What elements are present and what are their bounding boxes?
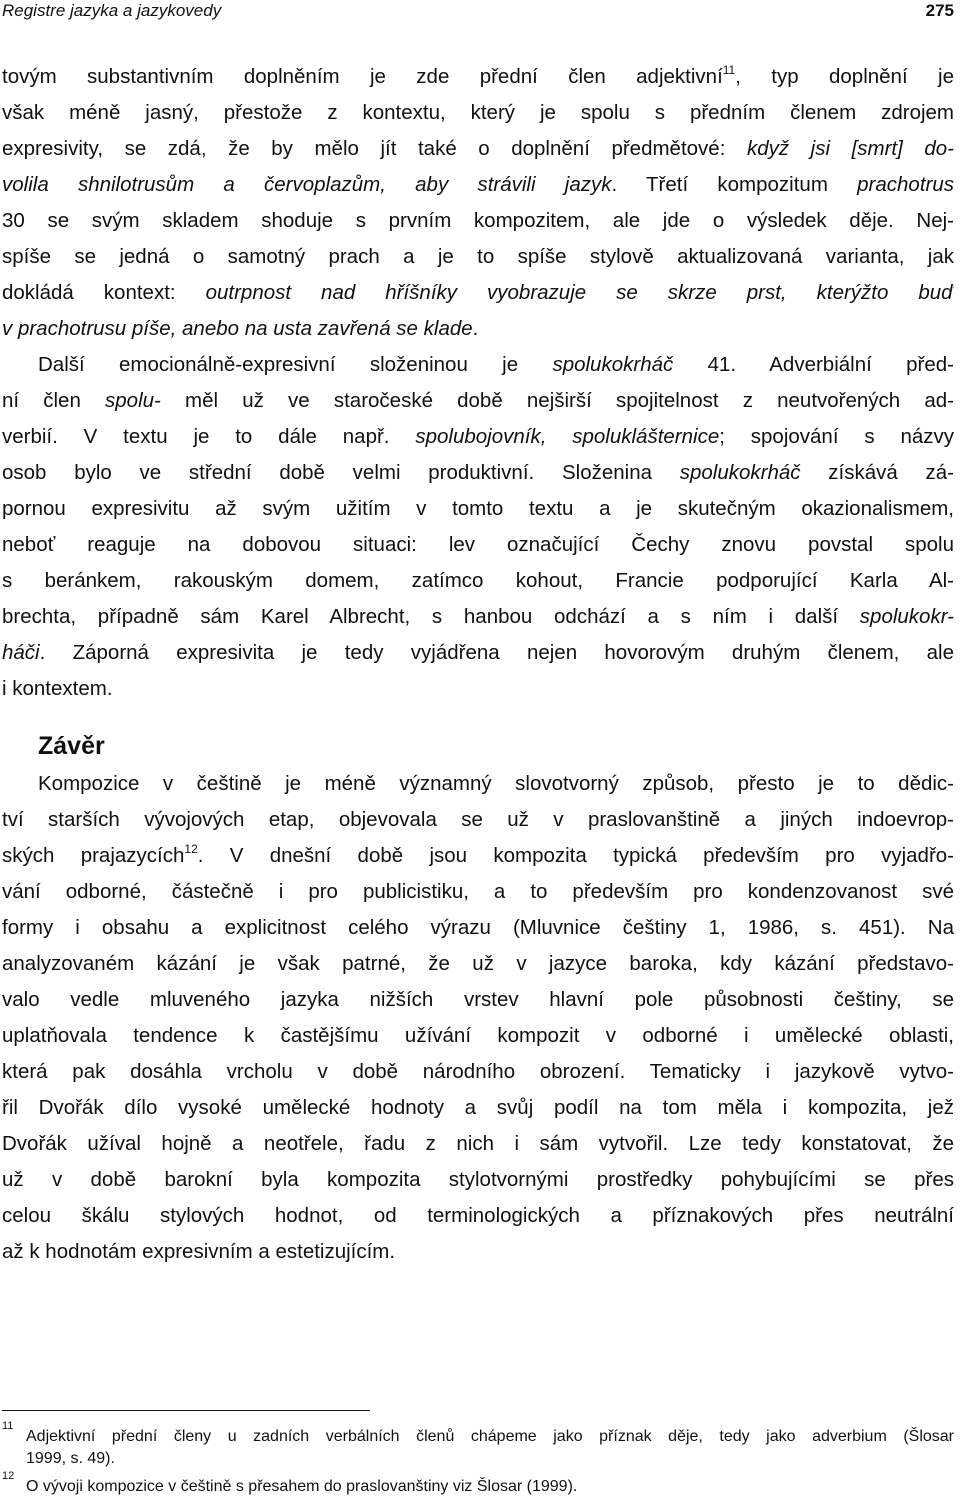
paragraph-spolukokrhac	[2, 347, 954, 707]
text-line: však méně jasný, přestože z kontextu, který je spolu s předním členem zdrojem	[2, 101, 954, 124]
text-line: celou škálu stylových hodnot, od terminologických a příznakových přes neutrální	[2, 1204, 954, 1227]
footnote-ref-12[interactable]: 12	[184, 842, 198, 856]
text-line: neboť reaguje na dobovou situaci: lev označující Čechy znovu povstal spolu	[2, 533, 954, 556]
text-line: formy i obsahu a explicitnost celého výrazu (Mluvnice češtiny 1, 1986, s. 451). Na	[2, 916, 954, 939]
text-line: brechta, případně sám Karel Albrecht, s hanbou odchází a s ním i další spolukokr-	[2, 605, 954, 628]
paragraph-continued	[2, 59, 954, 347]
text-line: až k hodnotám expresivním a estetizujícím.	[2, 1240, 396, 1263]
text-line: volila shnilotrusům a červoplazům, aby strávili jazyk. Třetí kompozitum prachotrus	[2, 173, 954, 196]
text-line: Dvořák užíval hojně a neotřele, řadu z nich i sám vytvořil. Lze tedy konstatovat, že	[2, 1132, 954, 1155]
footnote-number: 11	[2, 1420, 14, 1432]
text-line: i kontextem.	[2, 677, 113, 700]
text-line: Další emocionálně-expresivní složeninou je spolukokrháč 41. Adverbiální před-	[38, 353, 954, 376]
footnote-separator	[2, 1410, 370, 1411]
text-line: která pak dosáhla vrcholu v době národního obrození. Tematicky i jazykově vytvo-	[2, 1060, 954, 1083]
page-number: 275	[925, 1, 954, 20]
text-line: už v době barokní byla kompozita stylotvornými prostředky pohybujícími se přes	[2, 1168, 954, 1191]
text-line: v prachotrusu píše, anebo na usta zavřená se klade.	[2, 317, 479, 340]
text-line: s beránkem, rakouským domem, zatímco kohout, Francie podporující Karla Al-	[2, 569, 954, 592]
text-line: ských prajazycích$^{12}$. V dnešní době jsou kompozita typická především pro vyjadřo-	[2, 842, 954, 867]
text-line: expresivity, se zdá, že by mělo jít také o doplnění předmětové: když jsi [smrt] do-	[2, 137, 954, 160]
section-heading: Závěr	[38, 732, 105, 760]
text-line: háči. Záporná expresivita je tedy vyjádřena nejen hovorovým druhým členem, ale	[2, 641, 954, 664]
text-line: vání odborné, částečně i pro publicistiku, a to především pro kondenzovanost své	[2, 880, 954, 903]
text-line: ní člen spolu- měl už ve staročeské době nejširší spojitelnost z neutvořených ad-	[2, 389, 954, 412]
text-line: dokládá kontext: outrpnost nad hříšníky vyobrazuje se skrze prst, kterýžto buď	[2, 281, 954, 304]
running-header	[2, 0, 954, 24]
paragraph-conclusion	[2, 766, 954, 1270]
text-line: 30 se svým skladem shoduje s prvním kompozitem, ale jde o výsledek děje. Nej-	[2, 209, 954, 232]
footnote-ref-11[interactable]: 11	[722, 63, 736, 77]
text-line: analyzovaném kázání je však patrné, že už v jazyce baroka, kdy kázání představo-	[2, 952, 954, 975]
text-line: valo vedle mluveného jazyka nižších vrstev hlavní pole působnosti češtiny, se	[2, 988, 954, 1011]
journal-title: Registre jazyka a jazykovedy	[2, 1, 222, 20]
footnote-line: 1999, s. 49).	[26, 1450, 115, 1467]
text-line: tovým substantivním doplněním je zde přední člen adjektivní$^{11}$, typ doplnění je	[2, 63, 954, 88]
text-line: tví starších vývojových etap, objevovala se už v praslovanštině a jiných indoevrop-	[2, 808, 954, 831]
text-line: verbií. V textu je to dále např. spolubojovník, spoluklášternice; spojování s názvy	[2, 425, 954, 448]
footnote-number: 12	[2, 1470, 15, 1482]
text-line: osob bylo ve střední době velmi produktivní. Složenina spolukokrháč získává zá-	[2, 461, 954, 484]
text-line: řil Dvořák dílo vysoké umělecké hodnoty a svůj podíl na tom měla i kompozita, jež	[2, 1096, 954, 1119]
footnote-line: Adjektivní přední členy u zadních verbálních členů chápeme jako příznak děje, tedy jako adverbium (Šlosar	[26, 1428, 954, 1445]
footnote-line: O vývoji kompozice v češtině s přesahem do praslovanštiny viz Šlosar (1999).	[26, 1478, 578, 1495]
text-line: uplatňovala tendence k častějšímu užívání kompozit v odborné i umělecké oblasti,	[2, 1024, 954, 1047]
text-line: Kompozice v češtině je méně významný slovotvorný způsob, přesto je to dědic-	[38, 772, 954, 795]
text-line: spíše se jedná o samotný prach a je to spíše stylově aktualizovaná varianta, jak	[2, 245, 954, 268]
text-line: pornou expresivitu až svým užitím v tomto textu a je skutečným okazionalismem,	[2, 497, 954, 520]
